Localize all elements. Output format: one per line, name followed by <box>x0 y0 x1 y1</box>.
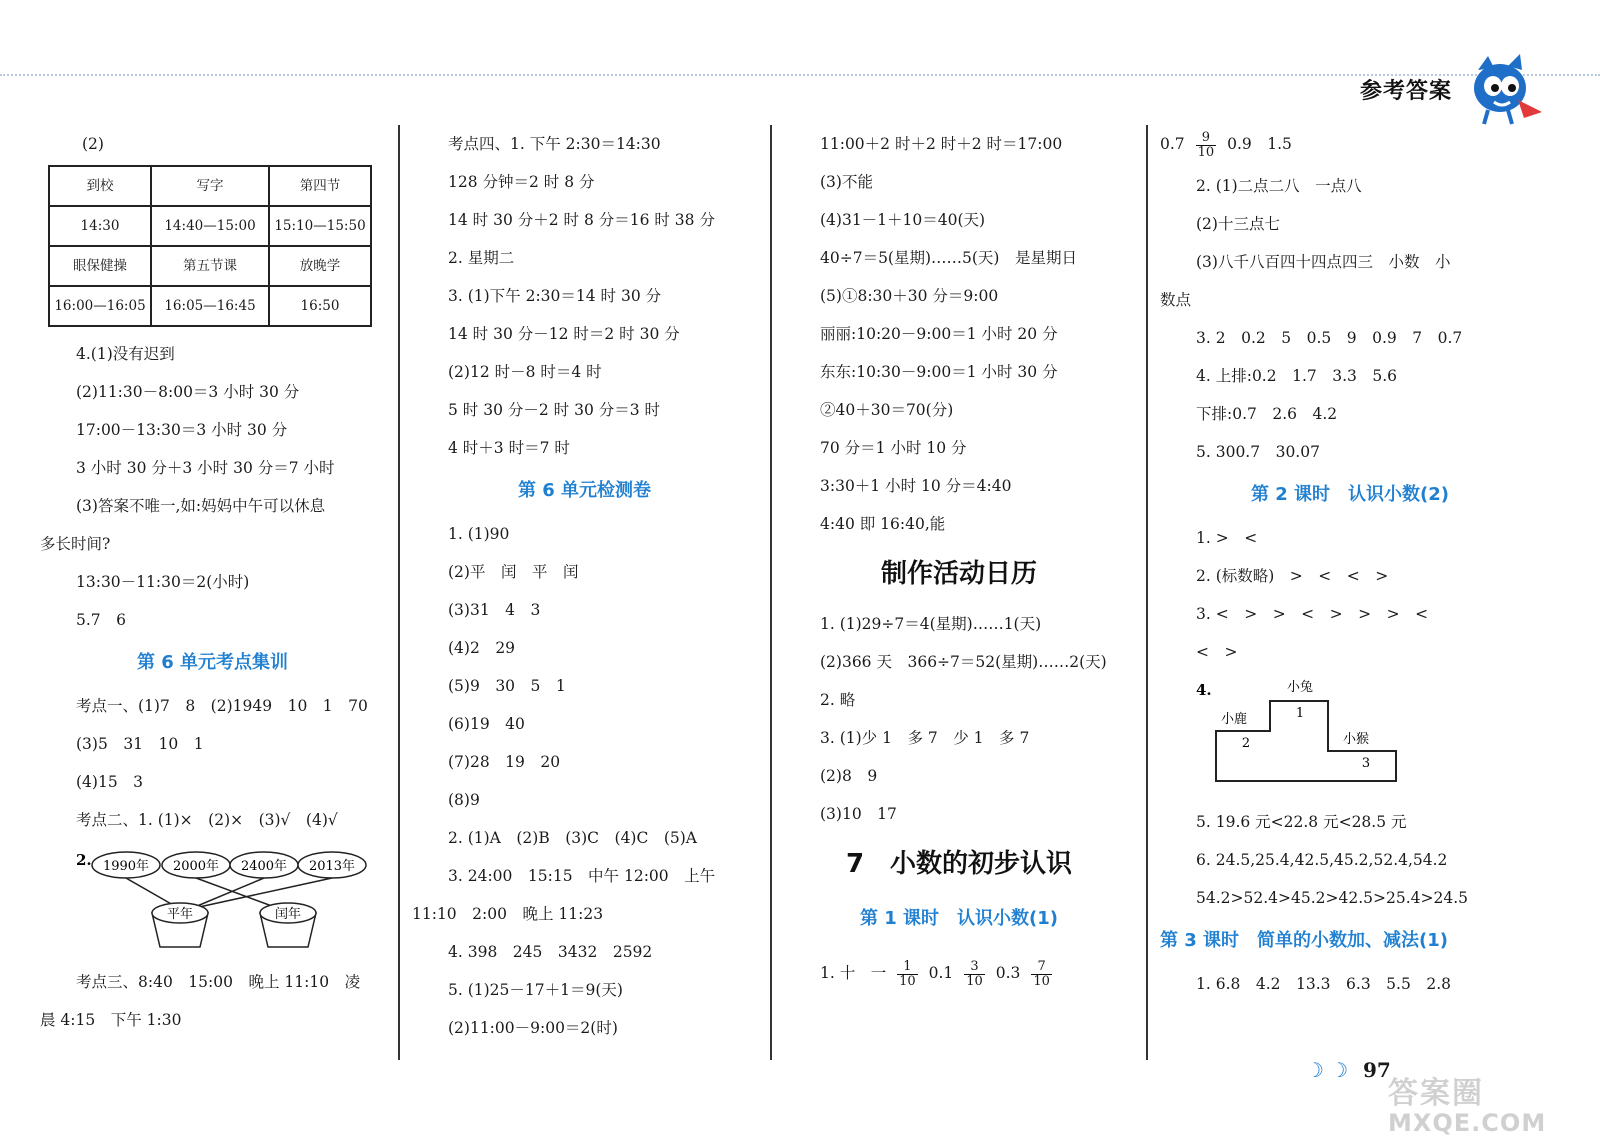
table-cell: 到校 <box>49 166 151 206</box>
animal-label: 小鹿 <box>1220 712 1248 727</box>
answer-line: 3:30＋1 小时 10 分＝4:40 <box>820 477 1012 495</box>
fraction <box>964 960 985 989</box>
answer-line: (2)11:00－9:00＝2(时) <box>448 1019 618 1037</box>
table-row <box>49 206 371 246</box>
answer-line: 晨 4:15 下午 1:30 <box>40 1011 182 1029</box>
answer-line: (5)①8:30＋30 分＝9:00 <box>820 287 999 305</box>
table-row <box>49 246 371 286</box>
answer-line: (2)12 时－8 时＝4 时 <box>448 363 602 381</box>
table-cell: 15:10—15:50 <box>269 206 371 246</box>
watermark <box>1388 1078 1546 1136</box>
answer-text: 0.1 <box>928 964 954 982</box>
answer-line: < > <box>1196 643 1238 661</box>
column-divider <box>770 125 772 1060</box>
answer-line: (3)答案不唯一,如:妈妈中午可以休息 <box>76 497 326 515</box>
answer-line: 14 时 30 分－12 时＝2 时 30 分 <box>448 325 680 343</box>
mascot-icon <box>1458 48 1548 128</box>
page-number: 97 <box>1363 1058 1391 1082</box>
page-header-title: 参考答案 <box>1360 79 1453 104</box>
table-cell: 14:30 <box>49 206 151 246</box>
answer-line: (2)8 9 <box>820 767 878 785</box>
numerator: 7 <box>1031 960 1052 975</box>
answer-line: (3)八千八百四十四点四三 小数 小 <box>1196 253 1451 271</box>
pot-label: 闰年 <box>274 907 302 922</box>
fraction <box>1196 131 1217 160</box>
question-number: 2. <box>76 851 92 869</box>
answer-line: 2. (1)A (2)B (3)C (4)C (5)A <box>448 829 697 847</box>
answer-line: 11:00＋2 时＋2 时＋2 时＝17:00 <box>820 135 1063 153</box>
fraction <box>1031 960 1052 989</box>
answer-line: 17:00－13:30＝3 小时 30 分 <box>76 421 288 439</box>
rank-number: 1 <box>1295 706 1305 721</box>
answer-line: (2)11:30－8:00＝3 小时 30 分 <box>76 383 300 401</box>
answer-line: 东东:10:30－9:00＝1 小时 30 分 <box>820 363 1058 381</box>
animal-label: 小兔 <box>1286 680 1314 695</box>
pot-label: 平年 <box>166 907 194 922</box>
answer-text: 0.3 <box>995 964 1021 982</box>
answer-line: 3. < > > < > > > < <box>1196 605 1429 623</box>
answer-line: (8)9 <box>448 791 480 809</box>
answer-line: 1. (1)29÷7＝4(星期)……1(天) <box>820 615 1042 633</box>
answer-line: 考点三、8:40 15:00 晚上 11:10 凌 <box>76 973 361 991</box>
answer-line: 2. 星期二 <box>448 249 515 267</box>
table-cell: 第四节 <box>269 166 371 206</box>
column-divider <box>398 125 400 1060</box>
answer-line: 5. 300.7 30.07 <box>1196 443 1320 461</box>
answer-line: (7)28 19 20 <box>448 753 561 771</box>
answer-line: 3. (1)下午 2:30＝14 时 30 分 <box>448 287 662 305</box>
answer-line: (4)15 3 <box>76 773 144 791</box>
numerator: 9 <box>1196 131 1217 146</box>
match-line <box>190 878 332 909</box>
unit-heading: 7 小数的初步认识 <box>845 849 1073 879</box>
answer-column-2 <box>412 125 757 1047</box>
answer-line: 2. (1)二点二八 一点八 <box>1196 177 1362 195</box>
question-number: 4. <box>1196 681 1212 699</box>
table-row <box>49 166 371 206</box>
match-line <box>190 878 264 909</box>
answer-line: 2. (标数略) > < < > <box>1196 567 1389 585</box>
answer-line: 5.7 6 <box>76 611 127 629</box>
lesson-heading: 第 2 课时 认识小数(2) <box>1250 484 1450 505</box>
answer-line: 5. (1)25－17＋1＝9(天) <box>448 981 623 999</box>
table-cell: 14:40—15:00 <box>151 206 269 246</box>
answer-text: 0.7 <box>1160 135 1185 153</box>
table-cell: 放晚学 <box>269 246 371 286</box>
answer-line: 1. (1)90 <box>448 525 510 543</box>
answer-line: 1. 6.8 4.2 13.3 6.3 5.5 2.8 <box>1196 975 1451 993</box>
answer-line: 11:10 2:00 晚上 11:23 <box>412 905 604 923</box>
denominator: 10 <box>1197 144 1215 160</box>
answer-line: (2)366 天 366÷7＝52(星期)……2(天) <box>820 653 1107 671</box>
fraction-answer-line <box>784 943 1134 1003</box>
answer-line: 考点二、1. (1)× (2)× (3)√ (4)√ <box>76 811 338 829</box>
answer-line: 多长时间? <box>40 535 111 553</box>
answer-line: (3)10 17 <box>820 805 897 823</box>
answer-line: 丽丽:10:20－9:00＝1 小时 20 分 <box>820 325 1058 343</box>
answer-line: 3 小时 30 分＋3 小时 30 分＝7 小时 <box>76 459 335 477</box>
activity-heading: 制作活动日历 <box>880 559 1037 589</box>
table-row <box>49 286 371 326</box>
watermark-url: MXQE.COM <box>1388 1109 1547 1137</box>
rank-number: 2 <box>1241 736 1251 751</box>
table-cell: 写字 <box>151 166 269 206</box>
watermark-text: 答案圈 <box>1388 1076 1484 1111</box>
answer-line: 4. 上排:0.2 1.7 3.3 5.6 <box>1196 367 1398 385</box>
answer-line: 14 时 30 分＋2 时 8 分＝16 时 38 分 <box>448 211 715 229</box>
year-label: 2013年 <box>308 859 356 874</box>
answer-line: (4)2 29 <box>448 639 516 657</box>
lesson-heading: 第 3 课时 简单的小数加、减法(1) <box>1160 930 1449 951</box>
answer-line: 13:30－11:30＝2(小时) <box>76 573 250 591</box>
year-label: 2000年 <box>172 859 220 874</box>
answer-line: (3)5 31 10 1 <box>76 735 204 753</box>
answer-line: 5. 19.6 元<22.8 元<28.5 元 <box>1196 813 1407 831</box>
answer-line: 4 时＋3 时＝7 时 <box>448 439 570 457</box>
answer-line: 2. 略 <box>820 691 856 709</box>
year-label: 2400年 <box>240 859 288 874</box>
answer-column-3 <box>784 125 1134 1003</box>
answer-line: ②40＋30＝70(分) <box>820 401 954 419</box>
podium-diagram <box>1160 671 1420 789</box>
fraction <box>897 960 918 989</box>
answer-line: 1. > < <box>1196 529 1258 547</box>
answer-line: (2)十三点七 <box>1196 215 1280 233</box>
leap-year-diagram <box>40 839 385 949</box>
table-cell: 16:05—16:45 <box>151 286 269 326</box>
answer-line: 4.(1)没有迟到 <box>76 345 175 363</box>
denominator: 10 <box>899 973 916 989</box>
answer-line: 54.2>52.4>45.2>42.5>25.4>24.5 <box>1196 889 1469 907</box>
fraction-answer-line <box>1160 125 1540 167</box>
answer-line: 考点四、1. 下午 2:30＝14:30 <box>448 135 661 153</box>
answer-line: (5)9 30 5 1 <box>448 677 566 695</box>
section-heading: 第 6 单元考点集训 <box>136 652 289 673</box>
answer-line: 考点一、(1)7 8 (2)1949 10 1 70 <box>76 697 368 715</box>
schedule-table <box>48 165 372 327</box>
lesson-heading: 第 1 课时 认识小数(1) <box>859 908 1059 929</box>
table-cell: 16:00—16:05 <box>49 286 151 326</box>
rank-number: 3 <box>1361 756 1371 771</box>
table-cell: 眼保健操 <box>49 246 151 286</box>
answer-line: (3)不能 <box>820 173 873 191</box>
table-cell: 16:50 <box>269 286 371 326</box>
part-label: (2) <box>82 135 104 153</box>
numerator: 1 <box>897 960 918 975</box>
answer-text: 1. 十 一 <box>820 964 887 982</box>
column-divider <box>1146 125 1148 1060</box>
answer-line: 4. 398 245 3432 2592 <box>448 943 653 961</box>
denominator: 10 <box>966 973 983 989</box>
answer-line: 40÷7＝5(星期)……5(天) 是星期日 <box>820 249 1077 267</box>
answer-line: 下排:0.7 2.6 4.2 <box>1196 405 1338 423</box>
answer-column-1 <box>40 125 385 1039</box>
answer-text: 0.9 1.5 <box>1227 135 1292 153</box>
answer-line: (4)31－1＋10＝40(天) <box>820 211 986 229</box>
answer-line: 6. 24.5,25.4,42.5,45.2,52.4,54.2 <box>1196 851 1448 869</box>
answer-line: 70 分＝1 小时 10 分 <box>820 439 967 457</box>
denominator: 10 <box>1033 973 1050 989</box>
answer-column-4 <box>1160 125 1540 1003</box>
answer-line: 3. 24:00 15:15 中午 12:00 上午 <box>448 867 716 885</box>
answer-line: 3. (1)少 1 多 7 少 1 多 7 <box>820 729 1030 747</box>
section-heading: 第 6 单元检测卷 <box>517 480 652 501</box>
answer-line: (3)31 4 3 <box>448 601 541 619</box>
answer-line: 128 分钟＝2 时 8 分 <box>448 173 595 191</box>
answer-line: (6)19 40 <box>448 715 525 733</box>
year-label: 1990年 <box>102 859 150 874</box>
answer-line: (2)平 闰 平 闰 <box>448 563 579 581</box>
answer-line: 3. 2 0.2 5 0.5 9 0.9 7 0.7 <box>1196 329 1463 347</box>
numerator: 3 <box>964 960 985 975</box>
answer-line: 数点 <box>1160 291 1192 309</box>
answer-line: 4:40 即 16:40,能 <box>820 515 946 533</box>
answer-line: 5 时 30 分－2 时 30 分＝3 时 <box>448 401 661 419</box>
animal-label: 小猴 <box>1342 732 1370 747</box>
table-cell: 第五节课 <box>151 246 269 286</box>
moon-decoration-icon: ☽ ☽ <box>1306 1058 1349 1082</box>
